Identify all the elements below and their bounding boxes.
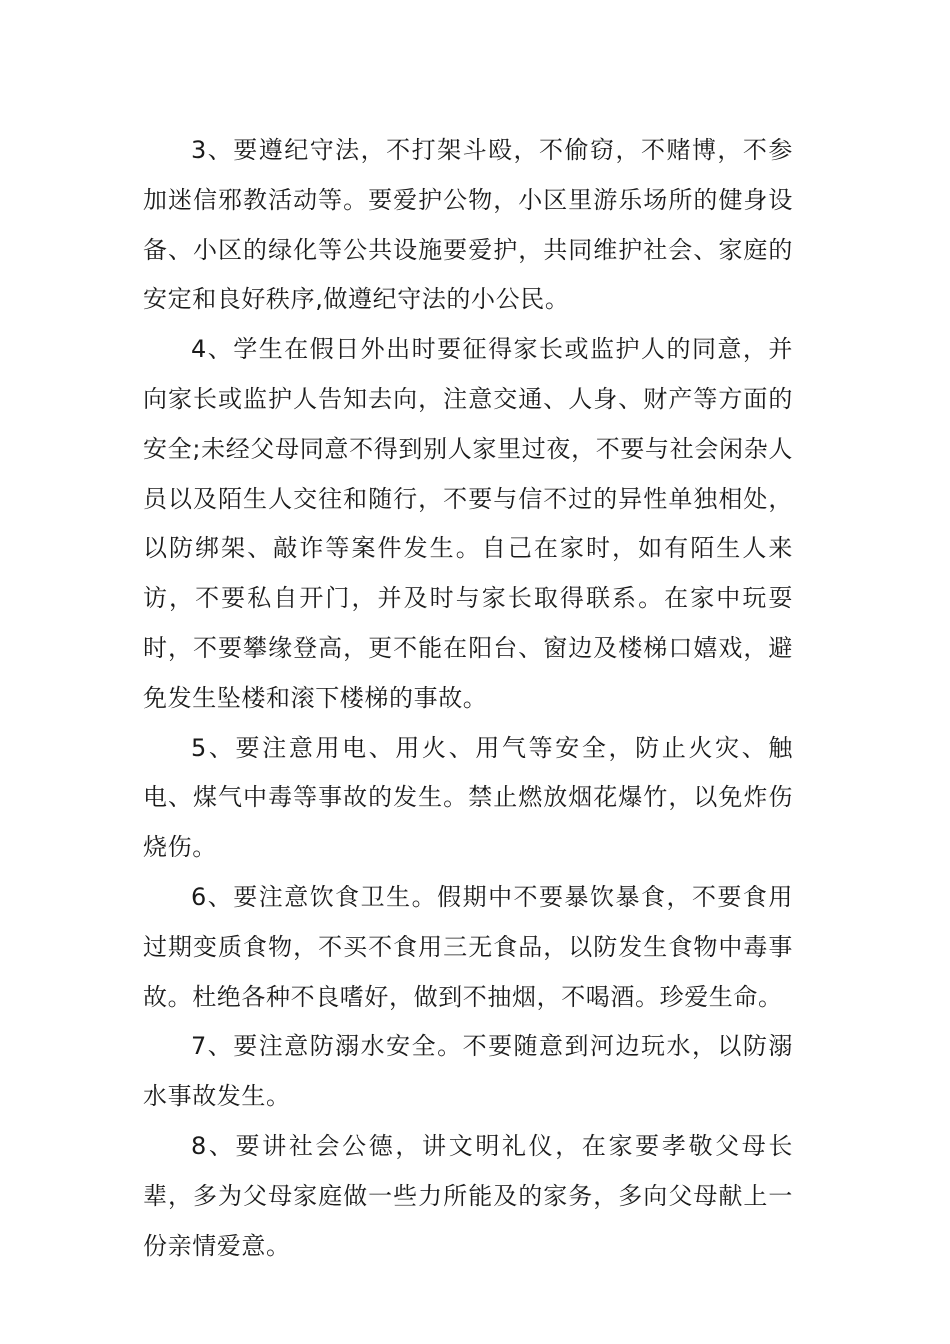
paragraph-item-7: 7、要注意防溺水安全。不要随意到河边玩水，以防溺水事故发生。 (143, 1032, 793, 1111)
paragraph-item-6: 6、要注意饮食卫生。假期中不要暴饮暴食，不要食用过期变质食物，不买不食用三无食品，以防发生食物中毒事故。杜绝各种不良嗜好，做到不抽烟，不喝酒。珍爱生命。 (143, 882, 793, 1011)
paragraph-item-8: 8、要讲社会公德，讲文明礼仪，在家要孝敬父母长辈，多为父母家庭做一些力所能及的家务，多向父母献上一份亲情爱意。 (143, 1131, 793, 1260)
document-body (143, 126, 793, 1271)
paragraph-item-3: 3、要遵纪守法，不打架斗殴，不偷窃，不赌博，不参加迷信邪教活动等。要爱护公物，小区里游乐场所的健身设备、小区的绿化等公共设施要爱护，共同维护社会、家庭的安定和良好秩序,做遵纪守法的小公民。 (143, 136, 793, 314)
paragraph-item-4: 4、学生在假日外出时要征得家长或监护人的同意，并向家长或监护人告知去向，注意交通、人身、财产等方面的安全;未经父母同意不得到别人家里过夜，不要与社会闲杂人员以及陌生人交往和随行，不要与信不过的异性单独相处，以防绑架、敲诈等案件发生。自己在家时，如有陌生人来访，不要私自开门，并及时与家长取得联系。在家中玩耍时，不要攀缘登高，更不能在阳台、窗边及楼梯口嬉戏，避免发生坠楼和滚下楼梯的事故。 (143, 335, 793, 712)
paragraph-item-5: 5、要注意用电、用火、用气等安全，防止火灾、触电、煤气中毒等事故的发生。禁止燃放烟花爆竹，以免炸伤烧伤。 (143, 733, 793, 862)
